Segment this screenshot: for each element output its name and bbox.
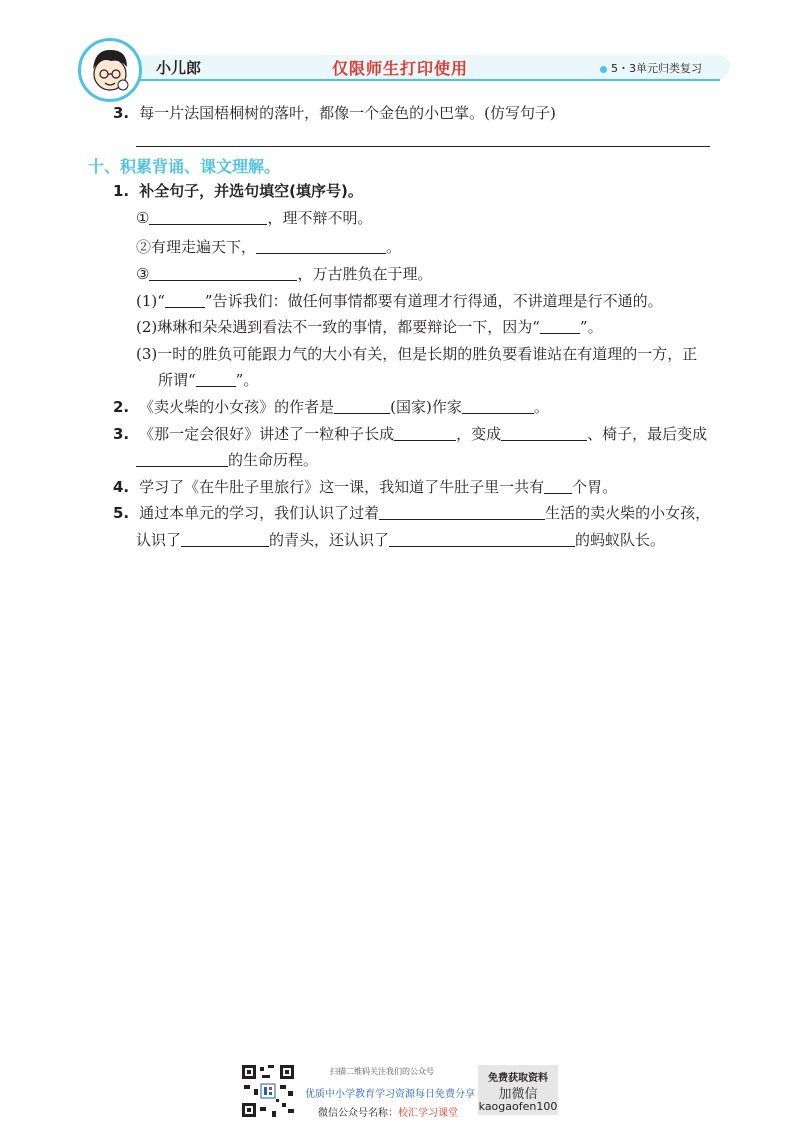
sentence-2 [136,237,401,257]
question-number: 1. [113,182,130,200]
question-number: 3. [113,425,130,443]
page-header [0,0,800,100]
question-prev-3 [113,103,556,123]
qr-code-icon [240,1063,296,1119]
sentence-text: ”。 [579,318,603,336]
badge-subtitle: 加微信 [498,1087,538,1102]
question-5 [113,503,710,523]
question-4 [113,477,617,497]
sub-question-2 [136,317,603,337]
sub-question-3 [136,344,697,364]
sentence-text: ”告诉我们：做任何事情都要有道理才行得通，不讲道理是行不通的。 [204,292,663,310]
unit-tag [600,60,702,76]
sentence-text: 生活的卖火柴的小女孩， [545,504,711,522]
fill-blank[interactable] [165,292,205,308]
account-label: 微信公众号名称： [318,1108,398,1119]
sentence-text: 。 [386,238,402,256]
question-number: 2. [113,398,130,416]
dot-icon [600,66,607,73]
sentence-text: ，万古胜负在于理。 [297,265,433,283]
wechat-badge [478,1065,558,1115]
fill-blank[interactable] [136,451,228,467]
sentence-text: (3)一时的胜负可能跟力气的大小有关，但是长期的胜负要看谁站在有道理的一方，正 [136,345,698,363]
fill-blank[interactable] [149,209,267,225]
sentence-text: 《那一定会很好》讲述了一粒种子长成 [139,425,395,443]
sub-question-1 [136,291,663,311]
fill-blank[interactable] [334,398,390,414]
fill-blank[interactable] [196,371,236,387]
fill-blank[interactable] [540,318,580,334]
fill-blank[interactable] [389,531,575,547]
account-name [318,1104,458,1119]
question-2 [113,397,549,417]
fill-blank[interactable] [256,238,386,254]
question-1-title [113,181,363,201]
question-number: 5. [113,504,130,522]
sentence-text: 认识了 [136,531,182,549]
sentence-text: ，变成 [456,425,502,443]
question-number: 3. [113,104,130,122]
sentence-text: 的青头，还认识了 [269,531,390,549]
question-5-cont [136,530,665,550]
sentence-text: ，理不辩不明。 [267,209,373,227]
section-title: 十、积累背诵、课文理解。 [88,157,281,176]
question-text: 每一片法国梧桐树的落叶，都像一个金色的小巴掌。(仿写句子) [139,104,556,122]
fill-blank[interactable] [149,265,297,281]
sub-question-3-cont [158,370,258,390]
sentence-text: 《卖火柴的小女孩》的作者是 [139,398,335,416]
sentence-text: ”。 [235,371,259,389]
sentence-text: (1)“ [136,292,165,310]
fill-blank[interactable] [544,478,572,494]
question-3-cont [136,450,318,470]
sentence-1 [136,208,372,228]
sentence-text: 。 [533,398,549,416]
circled-number: ① [136,209,150,227]
badge-wechat-id: kaogaofen100 [478,1100,558,1113]
sentence-text: 的生命历程。 [228,451,319,469]
sentence-text: 的蚂蚁队长。 [575,531,666,549]
scan-hint: 扫描二维码关注我们的公众号 [330,1067,434,1076]
print-notice: 仅限师生打印使用 [331,59,468,78]
fill-blank[interactable] [181,531,269,547]
fill-blank[interactable] [379,504,545,520]
sentence-text: 、椅子，最后变成 [587,425,708,443]
question-number: 4. [113,478,130,496]
circled-number: ③ [136,265,150,283]
fill-blank[interactable] [501,425,587,441]
question-3 [113,424,707,444]
fill-blank[interactable] [462,398,534,414]
sentence-3 [136,264,432,284]
share-slogan: 优质中小学教育学习资源每日免费分享 [305,1089,475,1100]
sentence-text: 学习了《在牛肚子里旅行》这一课，我知道了牛肚子里一共有 [139,478,545,496]
answer-line [136,146,710,147]
brand-name: 小儿郎 [156,59,202,77]
sentence-text: (国家)作家 [390,398,462,416]
question-text: 补全句子，并选句填空(填序号)。 [139,182,363,200]
badge-title: 免费获取资料 [488,1073,548,1084]
header-divider [140,79,720,81]
sentence-text: 通过本单元的学习，我们认识了过着 [139,504,380,522]
sentence-text: (2)琳琳和朵朵遇到看法不一致的事情，都要辩论一下，因为“ [136,318,540,336]
sentence-text: ②有理走遍天下， [136,238,257,256]
unit-label: 5・3单元归类复习 [611,62,702,75]
fill-blank[interactable] [394,425,456,441]
account-value: 校汇学习课堂 [398,1108,458,1119]
sentence-text: 所谓“ [158,371,196,389]
sentence-text: 个胃。 [572,478,618,496]
